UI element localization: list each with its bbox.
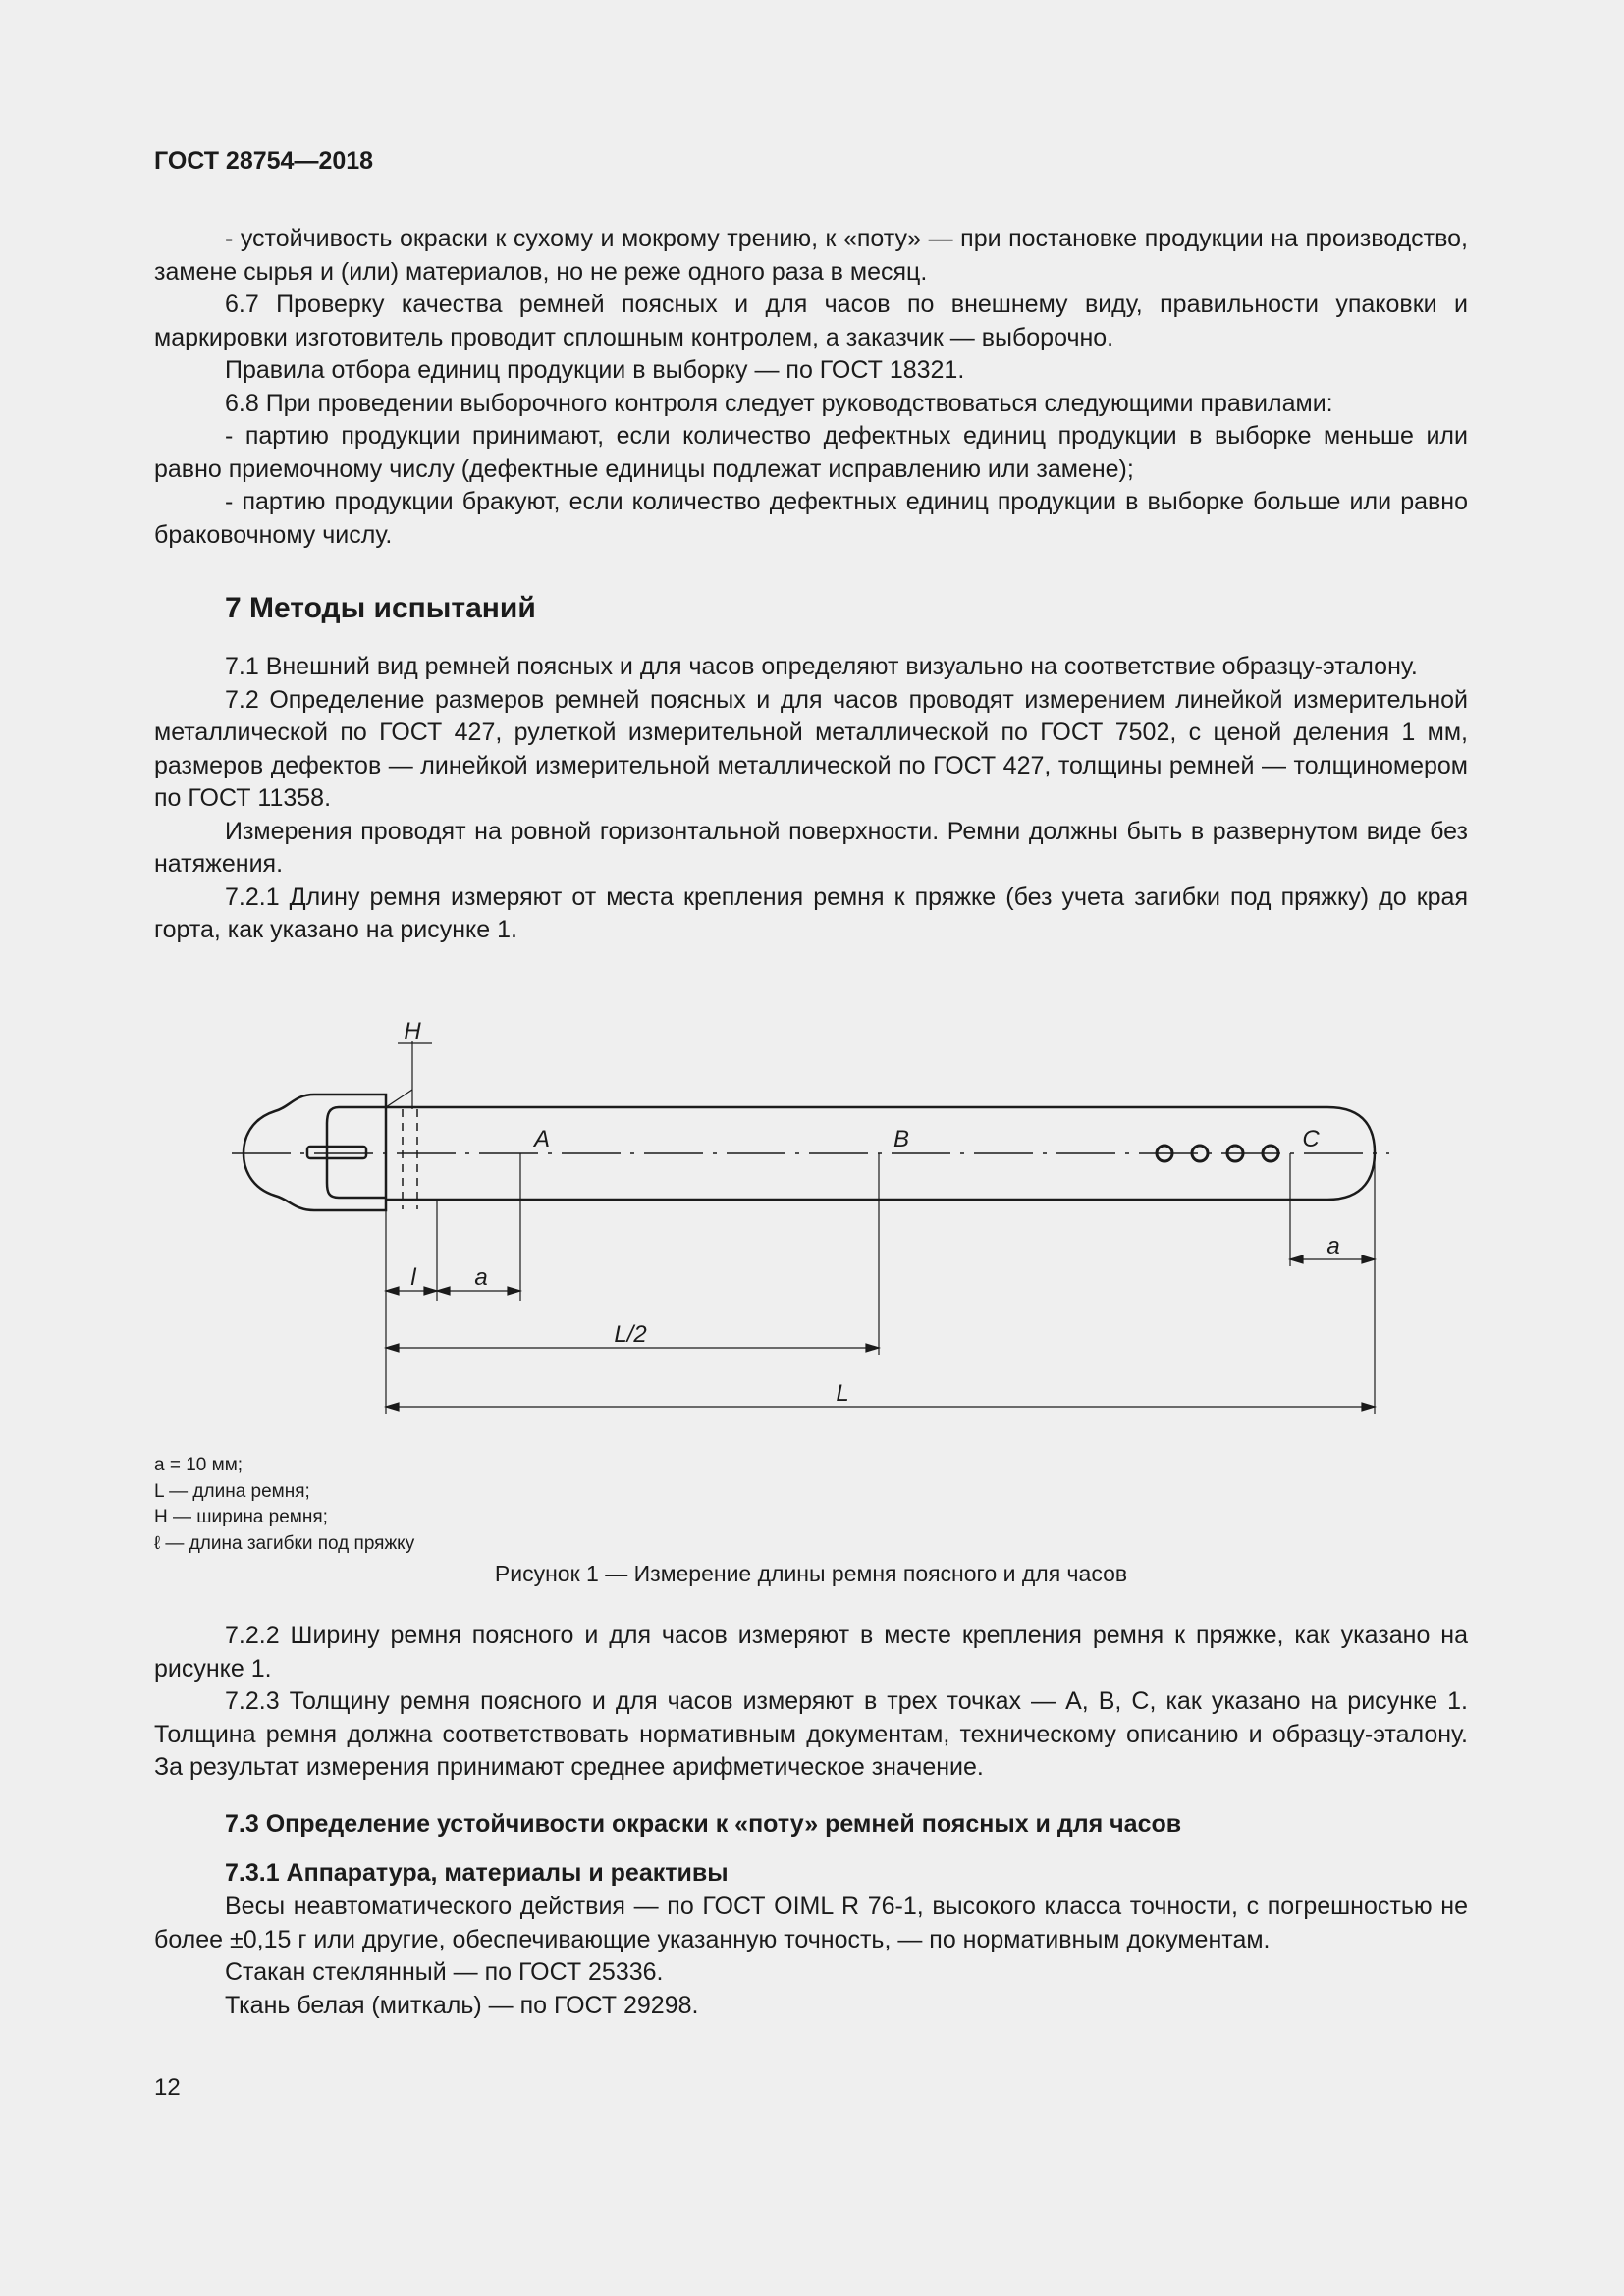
paragraph: 7.2 Определение размеров ремней поясных и для часов проводят измерением линейкой измерительной металлической по ГОСТ 427, рулеткой измерительной металлической по ГОСТ 7502, с ценой деления 1 мм, размеров дефектов — линейкой измерительной металлической по ГОСТ 427, толщины ремней — толщиномером по ГОСТ 11358.: [154, 685, 1468, 812]
paragraph: 7.2.3 Толщину ремня поясного и для часов измеряют в трех точках — А, В, С, как указано на рисунке 1. Толщина ремня должна соответствовать нормативным документам, техническому описанию и образцу-эталону. За результат измерения принимают среднее арифметическое значение.: [154, 1687, 1468, 1781]
label-l: l: [410, 1264, 416, 1291]
text-block-section6: [154, 223, 1468, 552]
label-a-right: a: [1326, 1233, 1340, 1259]
label-A: A: [533, 1126, 551, 1152]
section-7-heading-wrap: [154, 592, 1468, 625]
paragraph: - партию продукции бракуют, если количество дефектных единиц продукции в выборке больше или равно браковочному числу.: [154, 488, 1468, 549]
label-a-left: a: [474, 1264, 488, 1291]
section-73-heading-wrap: [154, 1808, 1468, 1842]
text-block-section731: [154, 1891, 1468, 2022]
paragraph: Весы неавтоматического действия — по ГОСТ OIML R 76-1, высокого класса точности, с погрешностью не более ±0,15 г или другие, обеспечивающие указанную точность, — по нормативным документам.: [154, 1893, 1468, 1953]
section-7-title: 7 Методы испытаний: [225, 592, 536, 624]
section-731-heading-wrap: [154, 1857, 1468, 1891]
paragraph: 6.8 При проведении выборочного контроля следует руководствоваться следующими правилами:: [225, 389, 1333, 417]
h-leader: [386, 1090, 412, 1107]
note-line: a = 10 мм;: [154, 1455, 244, 1475]
paragraph: 7.2.2 Ширину ремня поясного и для часов измеряют в месте крепления ремня к пряжке, как указано на рисунке 1.: [154, 1622, 1468, 1682]
paragraph: Измерения проводят на ровной горизонтальной поверхности. Ремни должны быть в развернутом виде без натяжения.: [154, 817, 1468, 878]
note-line: L — длина ремня;: [154, 1480, 310, 1502]
paragraph: Ткань белая (миткаль) — по ГОСТ 29298.: [225, 1991, 699, 2019]
paragraph: 7.2.1 Длину ремня измеряют от места крепления ремня к пряжке (без учета загибки под пряжку) до края горта, как указано на рисунке 1.: [154, 882, 1468, 943]
paragraph: - устойчивость окраски к сухому и мокрому трению, к «поту» — при постановке продукции на производство, замене сырья и (или) материалов, но не реже одного раза в месяц.: [154, 225, 1468, 286]
text-block-section72: [154, 1620, 1468, 1785]
figure-notes: [154, 1453, 414, 1557]
page-number: 12: [154, 2074, 181, 2101]
buckle-frame: [327, 1107, 386, 1198]
document-header: ГОСТ 28754—2018: [154, 147, 374, 175]
section-7-3-1-title: 7.3.1 Аппаратура, материалы и реактивы: [225, 1859, 729, 1887]
paragraph: 6.7 Проверку качества ремней поясных и для часов по внешнему виду, правильности упаковки и маркировки изготовитель проводит сплошным контролем, а заказчик — выборочно.: [154, 291, 1468, 351]
paragraph: - партию продукции принимают, если количество дефектных единиц продукции в выборке меньше или равно приемочному числу (дефектные единицы подлежат исправлению или замене);: [154, 422, 1468, 483]
note-line: ℓ — длина загибки под пряжку: [154, 1532, 415, 1554]
label-C: C: [1302, 1126, 1320, 1152]
paragraph: Правила отбора единиц продукции в выборку — по ГОСТ 18321.: [225, 356, 965, 384]
section-7-3-title: 7.3 Определение устойчивости окраски к «поту» ремней поясных и для часов: [225, 1810, 1182, 1838]
label-B: B: [893, 1126, 910, 1152]
paragraph: Стакан стеклянный — по ГОСТ 25336.: [225, 1958, 664, 1986]
figure-caption: Рисунок 1 — Измерение длины ремня поясного и для часов: [494, 1561, 1128, 1586]
paragraph: 7.1 Внешний вид ремней поясных и для часов определяют визуально на соответствие образцу-эталону.: [225, 653, 1418, 680]
buckle-pin: [307, 1147, 366, 1158]
buckle-outline: [244, 1095, 386, 1210]
note-line: H — ширина ремня;: [154, 1507, 328, 1527]
label-L-half: L/2: [614, 1321, 647, 1348]
label-H: H: [404, 1018, 421, 1044]
text-block-section7: [154, 651, 1468, 947]
label-L: L: [836, 1380, 849, 1407]
belt-diagram: [226, 1011, 1394, 1423]
